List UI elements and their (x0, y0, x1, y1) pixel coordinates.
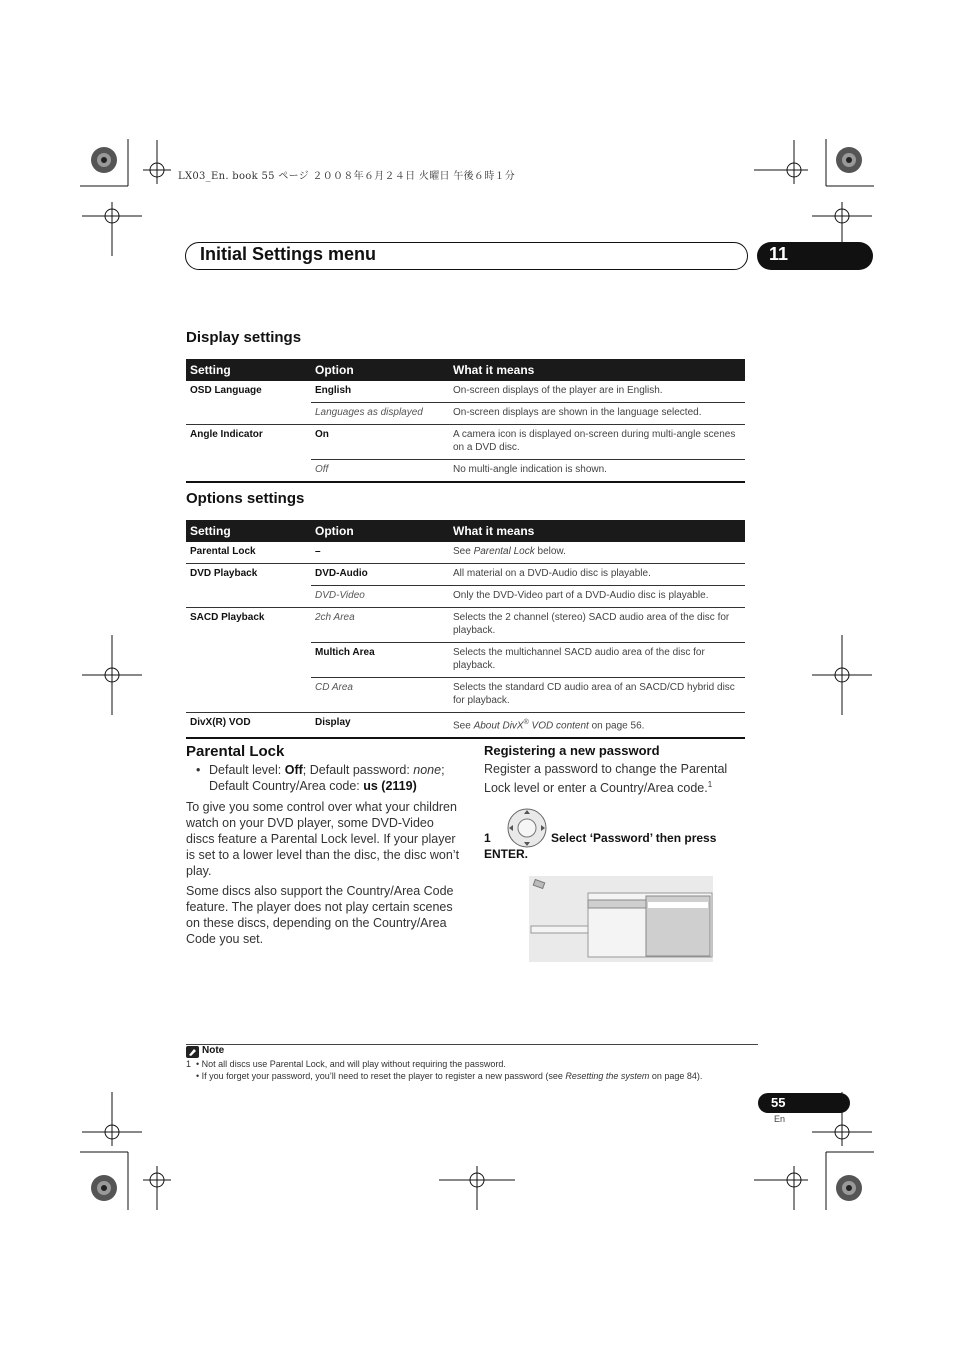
page-number: 55 (758, 1093, 850, 1113)
setting-cell (186, 643, 311, 678)
column-header: What it means (449, 359, 745, 381)
options-settings-heading: Options settings (186, 490, 305, 507)
option-cell: DVD-Video (311, 586, 449, 608)
chapter-number: 11 (757, 242, 873, 270)
setting-cell: OSD Language (190, 385, 262, 396)
table-row (186, 608, 745, 643)
setting-cell: Angle Indicator (186, 425, 311, 460)
table-row (186, 425, 745, 460)
table-header-row (186, 520, 745, 542)
setting-cell: Parental Lock (190, 546, 256, 557)
table-row (186, 643, 745, 678)
option-cell: CD Area (311, 678, 449, 713)
option-cell: – (315, 546, 321, 557)
meaning-cell: No multi-angle indication is shown. (449, 460, 745, 483)
step-text: Select ‘Password’ then press (551, 831, 717, 845)
option-cell: Languages as displayed (311, 403, 449, 425)
note-divider (186, 1044, 758, 1045)
meaning-cell: Selects the 2 channel (stereo) SACD audio area of the disc for playback. (449, 608, 745, 643)
column-header: Setting (186, 520, 311, 542)
options-settings-table (186, 520, 745, 739)
meaning-cell: Selects the multichannel SACD audio area of the disc for playback. (449, 643, 745, 678)
table-row (186, 713, 745, 739)
settings-menu-screenshot (529, 876, 713, 962)
column-header: What it means (449, 520, 745, 542)
option-cell: 2ch Area (311, 608, 449, 643)
table-row (186, 586, 745, 608)
meaning-cell: On-screen displays are shown in the language selected. (449, 403, 745, 425)
setting-cell (186, 403, 311, 425)
meaning-cell: All material on a DVD-Audio disc is playable. (449, 564, 745, 586)
table-row (186, 460, 745, 483)
table-row (186, 542, 745, 564)
chapter-title: Initial Settings menu (200, 244, 377, 264)
column-header: Option (311, 359, 449, 381)
note-icon (186, 1046, 199, 1058)
column-header: Option (311, 520, 449, 542)
table-row (186, 564, 745, 586)
option-cell: DVD-Audio (311, 564, 449, 586)
meaning-cell: Only the DVD-Video part of a DVD-Audio disc is playable. (449, 586, 745, 608)
footnote-ref: 1 (707, 780, 713, 789)
table-row (186, 381, 745, 403)
note-item: 1 • Not all discs use Parental Lock, and will play without requiring the password. (186, 1059, 506, 1069)
table-row (186, 678, 745, 713)
meaning-cell: A camera icon is displayed on-screen during multi-angle scenes on a DVD disc. (449, 425, 745, 460)
table-row (186, 403, 745, 425)
parental-lock-para-2: Some discs also support the Country/Area Code feature. The player does not play certain scenes on these discs, depending on the Country/Area Code you set. (186, 884, 454, 946)
page-language: En (774, 1114, 786, 1124)
setting-cell: DVD Playback (186, 564, 311, 586)
option-cell: Display (311, 713, 449, 739)
setting-cell (186, 460, 311, 483)
option-cell: Off (311, 460, 449, 483)
remote-dpad-icon (506, 807, 548, 849)
parental-lock-reference: Parental Lock (473, 546, 535, 557)
parental-lock-para-1: To give you some control over what your children watch on your DVD player, some DVD-Video discs feature a Parental Lock level. If your player is set to a lower level than the disc, the disc won’t play. (186, 800, 460, 878)
setting-cell (186, 586, 311, 608)
print-header: LX03_En. book 55 ページ ２００８年６月２４日 火曜日 午後６時１分 (178, 171, 516, 182)
note-items (186, 1059, 766, 1082)
setting-cell: DivX(R) VOD (186, 713, 311, 739)
option-cell: English (315, 385, 352, 396)
meaning-cell: See About DivX® VOD content on page 56. (449, 713, 745, 739)
setting-cell (186, 678, 311, 713)
parental-lock-defaults: • Default level: Off; Default password: none; Default Country/Area code: us (2119) (196, 763, 445, 793)
note-label: Note (202, 1045, 225, 1056)
meaning-cell: Selects the standard CD audio area of an SACD/CD hybrid disc for playback. (449, 678, 745, 713)
column-header: Setting (186, 359, 311, 381)
step-number: 1 (484, 831, 491, 845)
option-cell: Multich Area (311, 643, 449, 678)
meaning-cell: See Parental Lock below. (453, 546, 566, 557)
note-item: • If you forget your password, you’ll need to reset the player to register a new password (see Resetting the system on page 84). (196, 1070, 703, 1081)
setting-cell: SACD Playback (186, 608, 311, 643)
register-password-text: Register a password to change the Parental Lock level or enter a Country/Area code.$^1$ (484, 762, 728, 796)
option-cell: On (311, 425, 449, 460)
display-settings-heading: Display settings (186, 329, 302, 346)
meaning-cell: On-screen displays of the player are in English. (453, 385, 663, 396)
parental-lock-heading: Parental Lock (186, 743, 285, 760)
step-text-enter: ENTER. (484, 847, 529, 861)
display-settings-table (186, 359, 745, 483)
register-password-heading: Registering a new password (484, 743, 660, 758)
table-header-row (186, 359, 745, 381)
